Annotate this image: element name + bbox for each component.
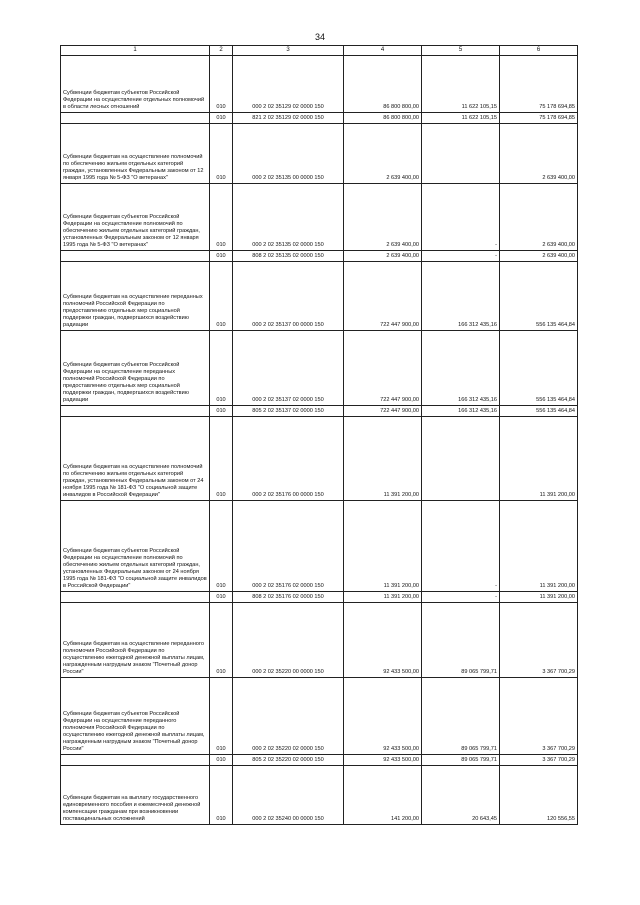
income-description-cell: Субвенции бюджетам на осуществление переданных полномочий Российской Федерации по предоставлению отдельных мер социальной поддержки граждан, подвергшихся воздействию радиации	[61, 262, 210, 331]
budget-classification-code-cell: 000 2 02 35129 02 0000 150	[233, 56, 344, 113]
budget-classification-code-cell: 000 2 02 35137 02 0000 150	[233, 331, 344, 406]
line-code-cell: 010	[210, 56, 233, 113]
executed-amount-cell: 20 643,45	[422, 766, 500, 825]
line-code-cell: 010	[210, 262, 233, 331]
income-description-cell	[61, 406, 210, 417]
approved-amount-cell: 2 639 400,00	[344, 124, 422, 184]
line-code-cell: 010	[210, 124, 233, 184]
income-description-cell	[61, 113, 210, 124]
table-row	[61, 251, 578, 262]
executed-amount-cell: 166 312 435,16	[422, 406, 500, 417]
approved-amount-cell: 11 391 200,00	[344, 501, 422, 592]
income-description-cell: Субвенции бюджетам субъектов Российской Федерации на осуществление переданного полномочия Российской Федерации по осуществлению ежегодной денежной выплаты лицам, награжденным нагрудным знаком "Почетный донор России"	[61, 678, 210, 755]
budget-classification-code-cell: 000 2 02 35240 00 0000 150	[233, 766, 344, 825]
executed-amount-cell: -	[422, 501, 500, 592]
approved-amount-cell: 722 447 900,00	[344, 406, 422, 417]
approved-amount-cell: 86 800 800,00	[344, 113, 422, 124]
line-code-cell: 010	[210, 678, 233, 755]
table-row	[61, 406, 578, 417]
budget-classification-code-cell: 808 2 02 35135 02 0000 150	[233, 251, 344, 262]
approved-amount-cell: 86 800 800,00	[344, 56, 422, 113]
executed-amount-cell: -	[422, 184, 500, 251]
table-row	[61, 603, 578, 678]
table-body	[61, 56, 578, 825]
approved-amount-cell: 11 391 200,00	[344, 592, 422, 603]
column-header-1: 1	[61, 46, 210, 56]
unexecuted-amount-cell: 556 135 464,84	[500, 262, 578, 331]
executed-amount-cell: -	[422, 251, 500, 262]
budget-classification-code-cell: 805 2 02 35220 02 0000 150	[233, 755, 344, 766]
budget-classification-code-cell: 000 2 02 35220 00 0000 150	[233, 603, 344, 678]
income-description-cell: Субвенции бюджетам на осуществление полномочий по обеспечению жильем отдельных категорий граждан, установленных Федеральным законом от 24 ноября 1995 года № 181-ФЗ "О социальной защите инвалидов в Российской Федерации"	[61, 417, 210, 501]
income-description-cell	[61, 755, 210, 766]
budget-classification-code-cell: 808 2 02 35176 02 0000 150	[233, 592, 344, 603]
income-description-cell: Субвенции бюджетам субъектов Российской Федерации на осуществление отдельных полномочий в области лесных отношений	[61, 56, 210, 113]
executed-amount-cell: 89 065 799,71	[422, 755, 500, 766]
income-description-cell	[61, 592, 210, 603]
budget-classification-code-cell: 000 2 02 35176 02 0000 150	[233, 501, 344, 592]
line-code-cell: 010	[210, 331, 233, 406]
approved-amount-cell: 2 639 400,00	[344, 184, 422, 251]
unexecuted-amount-cell: 2 639 400,00	[500, 124, 578, 184]
approved-amount-cell: 11 391 200,00	[344, 417, 422, 501]
table-row	[61, 755, 578, 766]
income-description-cell	[61, 251, 210, 262]
unexecuted-amount-cell: 556 135 464,84	[500, 331, 578, 406]
column-header-6: 6	[500, 46, 578, 56]
unexecuted-amount-cell: 75 178 694,85	[500, 56, 578, 113]
column-header-3: 3	[233, 46, 344, 56]
approved-amount-cell: 92 433 500,00	[344, 755, 422, 766]
unexecuted-amount-cell: 11 391 200,00	[500, 501, 578, 592]
unexecuted-amount-cell: 3 367 700,29	[500, 603, 578, 678]
budget-classification-code-cell: 000 2 02 35220 02 0000 150	[233, 678, 344, 755]
page-number: 34	[314, 32, 325, 42]
income-description-cell: Субвенции бюджетам субъектов Российской Федерации на осуществление полномочий по обеспечению жильем отдельных категорий граждан, установленных Федеральным законом от 12 января 1995 года № 5-ФЗ "О ветеранах"	[61, 184, 210, 251]
income-description-cell: Субвенции бюджетам на осуществление полномочий по обеспечению жильем отдельных категорий граждан, установленных Федеральным законом от 12 января 1995 года № 5-ФЗ "О ветеранах"	[61, 124, 210, 184]
executed-amount-cell: 89 065 799,71	[422, 603, 500, 678]
unexecuted-amount-cell: 3 367 700,29	[500, 755, 578, 766]
budget-classification-code-cell: 000 2 02 35176 00 0000 150	[233, 417, 344, 501]
approved-amount-cell: 722 447 900,00	[344, 262, 422, 331]
budget-classification-code-cell: 000 2 02 35137 00 0000 150	[233, 262, 344, 331]
executed-amount-cell: 11 622 105,15	[422, 56, 500, 113]
table-row	[61, 417, 578, 501]
table-row	[61, 113, 578, 124]
line-code-cell: 010	[210, 766, 233, 825]
executed-amount-cell: 89 065 799,71	[422, 678, 500, 755]
column-header-2: 2	[210, 46, 233, 56]
budget-classification-code-cell: 821 2 02 35129 02 0000 150	[233, 113, 344, 124]
unexecuted-amount-cell: 11 391 200,00	[500, 592, 578, 603]
income-description-cell: Субвенции бюджетам на осуществление переданного полномочия Российской Федерации по осуществлению ежегодной денежной выплаты лицам, награжденным нагрудным знаком "Почетный донор России"	[61, 603, 210, 678]
income-description-cell: Субвенции бюджетам субъектов Российской Федерации на осуществление полномочий по обеспечению жильем отдельных категорий граждан, установленных Федеральным законом от 24 ноября 1995 года № 181-ФЗ "О социальной защите инвалидов в Российской Федерации"	[61, 501, 210, 592]
executed-amount-cell	[422, 417, 500, 501]
executed-amount-cell: 166 312 435,16	[422, 262, 500, 331]
executed-amount-cell: 166 312 435,16	[422, 331, 500, 406]
approved-amount-cell: 722 447 900,00	[344, 331, 422, 406]
executed-amount-cell	[422, 124, 500, 184]
unexecuted-amount-cell: 2 639 400,00	[500, 251, 578, 262]
unexecuted-amount-cell: 120 556,55	[500, 766, 578, 825]
budget-classification-code-cell: 000 2 02 35135 00 0000 150	[233, 124, 344, 184]
table-row	[61, 678, 578, 755]
unexecuted-amount-cell: 3 367 700,29	[500, 678, 578, 755]
line-code-cell: 010	[210, 755, 233, 766]
column-header-5: 5	[422, 46, 500, 56]
line-code-cell: 010	[210, 184, 233, 251]
table-row	[61, 262, 578, 331]
unexecuted-amount-cell: 75 178 694,85	[500, 113, 578, 124]
budget-classification-code-cell: 805 2 02 35137 02 0000 150	[233, 406, 344, 417]
unexecuted-amount-cell: 11 391 200,00	[500, 417, 578, 501]
line-code-cell: 010	[210, 603, 233, 678]
table-row	[61, 331, 578, 406]
line-code-cell: 010	[210, 406, 233, 417]
table-row	[61, 592, 578, 603]
table-header-row	[61, 46, 578, 56]
unexecuted-amount-cell: 2 639 400,00	[500, 184, 578, 251]
executed-amount-cell: 11 622 105,15	[422, 113, 500, 124]
executed-amount-cell: -	[422, 592, 500, 603]
column-header-4: 4	[344, 46, 422, 56]
line-code-cell: 010	[210, 501, 233, 592]
approved-amount-cell: 2 639 400,00	[344, 251, 422, 262]
budget-execution-table	[60, 45, 578, 825]
income-description-cell: Субвенции бюджетам на выплату государственного единовременного пособия и ежемесячной денежной компенсации гражданам при возникновении поствакцинальных осложнений	[61, 766, 210, 825]
table-row	[61, 501, 578, 592]
approved-amount-cell: 141 200,00	[344, 766, 422, 825]
approved-amount-cell: 92 433 500,00	[344, 678, 422, 755]
approved-amount-cell: 92 433 500,00	[344, 603, 422, 678]
table-row	[61, 766, 578, 825]
income-description-cell: Субвенции бюджетам субъектов Российской Федерации на осуществление переданных полномочий Российской Федерации по предоставлению отдельных мер социальной поддержки граждан, подвергшихся воздействию радиации	[61, 331, 210, 406]
line-code-cell: 010	[210, 251, 233, 262]
table-row	[61, 56, 578, 113]
unexecuted-amount-cell: 556 135 464,84	[500, 406, 578, 417]
line-code-cell: 010	[210, 113, 233, 124]
budget-classification-code-cell: 000 2 02 35135 02 0000 150	[233, 184, 344, 251]
line-code-cell: 010	[210, 592, 233, 603]
table-row	[61, 124, 578, 184]
table-row	[61, 184, 578, 251]
line-code-cell: 010	[210, 417, 233, 501]
